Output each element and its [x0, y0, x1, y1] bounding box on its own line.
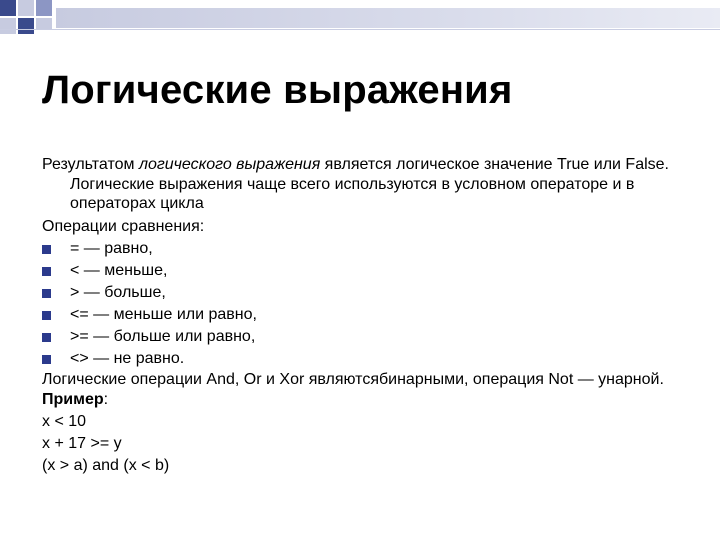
list-item — [42, 304, 692, 326]
intro-italic-term: логического выражения — [138, 156, 321, 173]
decor-square-4 — [0, 18, 16, 34]
list-item-text: >= — больше или равно, — [70, 327, 256, 345]
list-item-text: > — больше, — [70, 283, 166, 301]
list-item — [42, 348, 692, 370]
decor-square-5 — [18, 18, 34, 34]
decor-header-bar — [56, 8, 720, 28]
decor-square-3 — [36, 0, 52, 16]
square-bullet-icon — [42, 267, 51, 276]
example-line: x < 10 — [42, 413, 87, 430]
example-colon: : — [103, 391, 109, 408]
example-line: (x > a) and (x < b) — [42, 457, 170, 474]
example-line: x + 17 >= y — [42, 435, 122, 452]
square-bullet-icon — [42, 245, 51, 254]
intro-paragraph — [42, 155, 692, 214]
square-bullet-icon — [42, 311, 51, 320]
square-bullet-icon — [42, 289, 51, 298]
comparisons-heading: Операции сравнения: — [42, 217, 205, 235]
list-item-text: = — равно, — [70, 239, 153, 257]
list-item — [42, 260, 692, 282]
list-item-text: <= — меньше или равно, — [70, 305, 257, 323]
example-heading — [42, 389, 692, 411]
square-bullet-icon — [42, 355, 51, 364]
decor-header-line — [0, 29, 720, 30]
list-item-text: < — меньше, — [70, 261, 168, 279]
decor-square-2 — [18, 0, 34, 16]
list-item — [42, 282, 692, 304]
decor-square-1 — [0, 0, 16, 16]
list-item — [42, 326, 692, 348]
intro-rest: является логическое значение True или False. Логические выражения чаще всего используются в условном операторе и в операторах цикла — [70, 156, 669, 212]
logical-ops-paragraph: Логические операции And, Or и Xor являютсябинарными, операция Not — унарной. — [42, 370, 664, 388]
list-item-text: <> — не равно. — [70, 349, 185, 367]
slide-content — [42, 155, 692, 477]
slide-title: Логические выражения — [42, 68, 513, 112]
list-item — [42, 238, 692, 260]
example-label: Пример — [42, 391, 104, 408]
square-bullet-icon — [42, 333, 51, 342]
intro-prefix: Результатом — [42, 156, 139, 173]
